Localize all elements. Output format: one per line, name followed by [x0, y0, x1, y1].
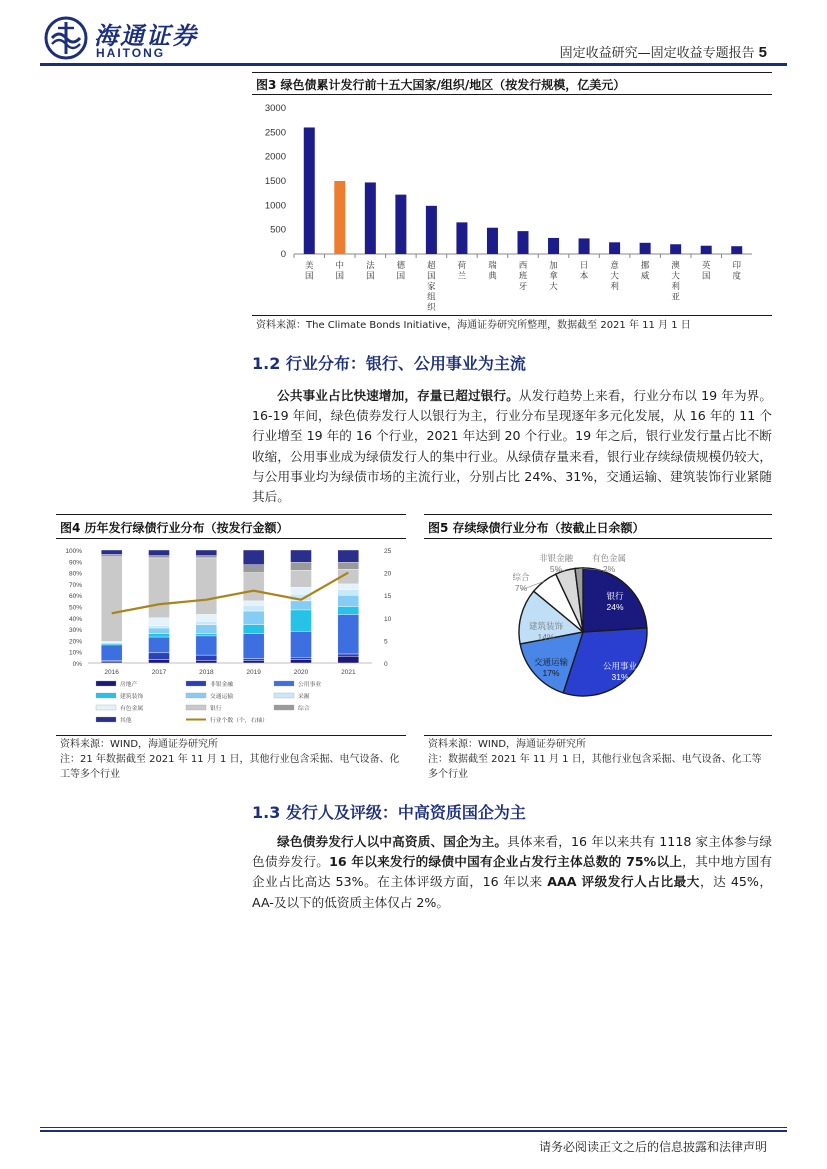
- fig4-source-line: 资料来源：WIND，海通证券研究所: [60, 739, 219, 750]
- fig4-bar-segment: [291, 587, 312, 594]
- fig5-slice-value: 7%: [514, 583, 528, 593]
- header-rule: [40, 63, 787, 66]
- fig4-bar-segment: [338, 590, 359, 596]
- fig4-bar-segment: [149, 550, 170, 556]
- fig4-legend-swatch: [274, 681, 294, 686]
- fig4-bar-segment: [196, 614, 217, 621]
- fig3-bar: [518, 231, 529, 254]
- fig4-y-left-tick-label: 40%: [68, 615, 82, 623]
- fig3-bar-chart: [252, 98, 772, 314]
- fig4-bar-segment: [291, 562, 312, 570]
- section-1-2-lead: 公共事业占比快速增加，存量已超过银行。: [277, 388, 519, 403]
- fig4-y-left-tick-label: 20%: [68, 638, 82, 646]
- fig5-note-line: 注：数据截至 2021 年 11 月 1 日，其他行业包含采掘、电气设备、化工等: [428, 754, 762, 765]
- page-number: 5: [758, 44, 767, 61]
- fig5-top-rule: [424, 514, 772, 515]
- fig4-bar-segment: [243, 625, 264, 634]
- fig4-legend-label: 建筑装饰: [120, 694, 144, 700]
- fig4-bar-segment: [149, 637, 170, 653]
- fig4-bar-segment: [243, 658, 264, 660]
- fig5-title-rule: [424, 538, 772, 539]
- fig4-bar-segment: [243, 605, 264, 611]
- fig5-slice-name: 综合: [512, 573, 530, 583]
- fig4-bar-segment: [243, 611, 264, 625]
- fig4-bar-segment: [243, 661, 264, 663]
- fig5-slice-value: 31%: [611, 672, 629, 682]
- fig4-bar-segment: [149, 660, 170, 663]
- fig3-bar: [609, 242, 620, 254]
- fig4-bar-segment: [149, 653, 170, 660]
- fig4-legend-swatch: [274, 693, 294, 698]
- fig4-y-right-tick-label: 10: [384, 615, 392, 623]
- fig4-legend-swatch: [186, 705, 206, 710]
- fig4-bar-segment: [338, 595, 359, 606]
- fig4-bar-segment: [196, 661, 217, 663]
- fig4-bar-segment: [149, 618, 170, 626]
- fig4-note-line: 工等多个行业: [60, 769, 120, 780]
- fig4-y-left-tick-label: 100%: [65, 548, 82, 555]
- fig4-y-right-tick-label: 0: [384, 661, 388, 668]
- fig3-x-tick-label: 美国: [305, 261, 314, 282]
- fig4-bar-segment: [338, 654, 359, 656]
- fig4-industry-count-line: [112, 573, 349, 614]
- fig4-stacked-chart: [56, 542, 406, 734]
- fig4-bar-segment: [243, 565, 264, 573]
- section-1-3-bold2: 16 年以来发行的绿债中国有企业占发行主体总数的 75%以上: [329, 854, 683, 870]
- fig5-slice-value: 2%: [602, 564, 616, 574]
- fig4-legend-label: 采掘: [298, 694, 310, 700]
- fig3-x-tick-label: 印度: [732, 261, 741, 282]
- fig4-legend-label: 非银金融: [210, 682, 234, 688]
- fig4-bar-segment: [291, 610, 312, 631]
- footer-rule: [40, 1127, 787, 1128]
- fig3-x-tick-label: 意大利: [610, 261, 619, 292]
- fig3-bar: [670, 244, 681, 254]
- fig3-x-tick-label: 荷兰: [457, 261, 467, 282]
- fig4-bar-segment: [243, 550, 264, 565]
- fig3-bar: [579, 238, 590, 254]
- fig4-bar-segment: [243, 634, 264, 659]
- fig4-bar-segment: [196, 625, 217, 634]
- fig4-y-left-tick-label: 70%: [68, 581, 82, 589]
- fig4-y-left-tick-label: 90%: [68, 559, 82, 567]
- section-1-3-lead: 绿色债券发行人以中高资质、国企为主。: [277, 834, 508, 849]
- fig5-source-line: 资料来源：WIND，海通证券研究所: [428, 739, 587, 750]
- fig4-bar-segment: [149, 628, 170, 634]
- section-1-3-paragraph: [252, 832, 772, 913]
- fig3-y-tick-label: 500: [270, 224, 286, 236]
- fig4-legend-swatch: [96, 681, 116, 686]
- fig4-top-rule: [56, 514, 406, 515]
- fig4-x-tick-label: 2020: [293, 669, 309, 676]
- fig5-slice-name: 有色金属: [591, 554, 627, 564]
- fig4-legend-swatch: [96, 693, 116, 698]
- fig4-y-left-tick-label: 50%: [68, 604, 82, 612]
- fig4-bar-segment: [196, 634, 217, 636]
- fig3-title: 图3 绿色债累计发行前十五大国家/组织/地区（按发行规模，亿美元）: [256, 78, 626, 92]
- fig5-bottom-rule: [424, 735, 772, 736]
- fig5-source: [428, 737, 762, 782]
- fig4-bar-segment: [338, 656, 359, 663]
- fig4-source: [60, 737, 400, 782]
- fig3-x-tick-label: 澳大利亚: [671, 261, 680, 303]
- fig3-x-tick-label: 日本: [579, 261, 589, 282]
- fig4-bar-segment: [101, 555, 122, 557]
- fig4-bar-segment: [338, 584, 359, 590]
- fig4-legend-swatch: [186, 693, 206, 698]
- fig5-title: 图5 存续绿债行业分布（按截止日余额）: [428, 521, 645, 535]
- fig3-y-tick-label: 0: [280, 249, 286, 260]
- fig3-bar: [456, 222, 467, 254]
- fig4-bar-segment: [291, 657, 312, 659]
- fig4-bar-segment: [243, 601, 264, 606]
- fig4-bar-segment: [196, 655, 217, 661]
- fig3-bar: [365, 182, 376, 254]
- fig4-x-tick-label: 2019: [246, 669, 261, 676]
- fig3-bar: [701, 246, 712, 254]
- fig4-legend-label: 公用事业: [298, 682, 322, 688]
- fig4-bar-segment: [338, 550, 359, 562]
- fig4-bar-segment: [291, 660, 312, 663]
- fig4-y-left-tick-label: 10%: [68, 649, 82, 657]
- section-1-2-paragraph: [252, 386, 772, 507]
- fig4-legend-swatch: [274, 705, 294, 710]
- fig4-legend-label: 交通运输: [210, 694, 234, 700]
- fig5-slice-value: 17%: [542, 668, 560, 678]
- fig3-x-tick-label: 挪威: [640, 261, 650, 282]
- fig5-slice-name: 建筑装饰: [528, 622, 564, 632]
- fig3-bar: [640, 243, 651, 254]
- fig4-bar-segment: [196, 621, 217, 624]
- fig4-x-tick-label: 2017: [151, 669, 167, 676]
- haitong-logo-icon: [44, 16, 88, 60]
- fig4-legend-swatch: [96, 717, 116, 722]
- fig4-y-left-tick-label: 0%: [72, 661, 82, 668]
- fig4-x-tick-label: 2016: [104, 669, 119, 676]
- fig4-bar-segment: [338, 562, 359, 569]
- brand-name-cn: 海通证券: [94, 21, 198, 50]
- fig4-legend-swatch: [96, 705, 116, 710]
- fig4-bar-segment: [291, 550, 312, 562]
- fig3-y-tick-label: 2000: [264, 151, 286, 163]
- fig3-bar: [548, 238, 559, 254]
- section-1-3-body3: ，达 45%，AA-及以下的低资质主体仅占 2%。: [252, 874, 772, 910]
- footer-disclaimer: 请务必阅读正文之后的信息披露和法律声明: [538, 1140, 767, 1154]
- fig4-title: 图4 历年发行绿债行业分布（按发行金额）: [60, 521, 289, 535]
- fig4-bar-segment: [149, 556, 170, 558]
- fig4-bar-segment: [196, 550, 217, 556]
- fig4-y-right-tick-label: 20: [384, 570, 392, 578]
- fig3-bar: [731, 246, 742, 254]
- fig4-bar-segment: [149, 626, 170, 628]
- fig4-bar-segment: [101, 557, 122, 642]
- fig4-bar-segment: [149, 558, 170, 618]
- fig4-legend-label: 其他: [120, 718, 132, 724]
- fig4-bar-segment: [291, 570, 312, 587]
- fig4-note-line: 注：21 年数据截至 2021 年 11 月 1 日，其他行业包含采掘、电气设备、化: [60, 754, 400, 765]
- fig3-bar: [334, 181, 345, 254]
- report-header: [560, 42, 767, 61]
- fig5-slice-name: 公用事业: [602, 662, 638, 672]
- fig3-y-tick-label: 1500: [264, 176, 286, 187]
- fig4-bar-segment: [338, 607, 359, 615]
- fig4-bar-segment: [196, 636, 217, 655]
- fig5-slice-value: 24%: [606, 602, 624, 612]
- fig4-y-right-tick-label: 25: [384, 548, 392, 555]
- footer-rule-thick: [40, 1130, 787, 1132]
- fig3-x-tick-label: 瑞典: [488, 261, 497, 282]
- fig3-x-tick-label: 法国: [366, 261, 375, 282]
- fig4-bar-segment: [338, 614, 359, 654]
- fig4-y-left-tick-label: 30%: [68, 627, 82, 635]
- fig4-bar-segment: [291, 631, 312, 657]
- fig5-note-line: 多个行业: [428, 769, 468, 780]
- fig4-legend-label: 有色金属: [120, 706, 144, 712]
- fig4-bar-segment: [101, 550, 122, 555]
- fig4-bottom-rule: [56, 735, 406, 736]
- fig3-bar: [487, 228, 498, 254]
- fig4-title-rule: [56, 538, 406, 539]
- fig4-legend-label: 行业个数（个，右轴）: [210, 718, 268, 724]
- brand-name-en: HAITONG: [96, 46, 166, 60]
- fig3-x-tick-label: 德国: [396, 261, 406, 282]
- fig4-legend-label: 房地产: [120, 682, 138, 688]
- fig4-legend-swatch: [186, 681, 206, 686]
- fig4-y-right-tick-label: 15: [384, 593, 392, 601]
- section-1-3-body1: 具体来看，16 年以来共有 1118 家主体参与绿色债券发行。: [252, 834, 772, 870]
- fig4-x-tick-label: 2018: [199, 669, 214, 676]
- section-1-2-body: 从发行趋势上来看，行业分布以 19 年为界。16-19 年间，绿色债券发行人以银行为主，行业分布呈现逐年多元化发展，从 16 年的 11 个行业增至 19 年的 16 个行业，2021 年达到 20 个行业。19 年之后，银行业发行量占比不断收缩，公用事业成为绿债发行人的集中行业。从绿债存量来看，银行业存续绿债规模仍较大，与公用事业均为绿债市场的主流行业，分别占比 24%、31%，交通运输、建筑装饰行业紧随其后。: [252, 388, 772, 505]
- fig3-bar: [304, 127, 315, 254]
- fig4-bar-segment: [243, 573, 264, 601]
- fig3-y-tick-label: 1000: [264, 200, 286, 212]
- fig3-x-tick-label: 西班牙: [518, 261, 528, 292]
- fig4-bar-segment: [149, 634, 170, 637]
- fig4-y-right-tick-label: 5: [384, 638, 388, 646]
- section-1-3-body2: ，其中地方国有企业占比高达 53%。在主体评级方面，16 年以来: [252, 854, 772, 890]
- fig5-slice-name: 交通运输: [533, 658, 569, 668]
- report-type: 固定收益研究—固定收益专题报告: [559, 46, 755, 61]
- fig5-slice-name: 银行: [606, 592, 624, 602]
- fig5-slice-value: 14%: [537, 632, 555, 642]
- fig4-y-left-tick-label: 60%: [68, 593, 82, 601]
- fig3-bar: [395, 195, 406, 254]
- fig4-bar-segment: [196, 558, 217, 615]
- fig3-source: 资料来源：The Climate Bonds Initiative，海通证券研究所整理，数据截至 2021 年 11 月 1 日: [256, 320, 691, 331]
- fig3-top-rule: [252, 72, 772, 73]
- fig4-legend-label: 银行: [210, 706, 222, 712]
- fig5-slice-value: 5%: [549, 564, 563, 574]
- fig3-x-tick-label: 超国家组织: [427, 261, 436, 313]
- fig4-legend-label: 综合: [298, 706, 310, 712]
- fig5-slice-name: 非银金融: [538, 554, 574, 564]
- fig4-bar-segment: [291, 601, 312, 610]
- fig3-y-tick-label: 2500: [264, 127, 286, 139]
- fig4-x-tick-label: 2021: [341, 669, 356, 676]
- fig3-x-tick-label: 中国: [335, 261, 345, 282]
- fig4-bar-segment: [196, 556, 217, 558]
- section-heading-1-3: 1.3 发行人及评级：中高资质国企为主: [252, 803, 526, 822]
- fig3-title-rule: [252, 94, 772, 95]
- section-1-3-bold3: AAA 评级发行人占比最大: [547, 874, 700, 890]
- fig4-bar-segment: [101, 645, 122, 661]
- fig5-pie-chart: [424, 542, 772, 734]
- fig3-x-tick-label: 英国: [701, 261, 711, 282]
- fig3-bottom-rule: [252, 315, 772, 316]
- fig3-y-tick-label: 3000: [264, 103, 286, 114]
- fig3-x-tick-label: 加拿大: [549, 261, 558, 292]
- fig4-y-left-tick-label: 80%: [68, 570, 82, 578]
- fig3-bar: [426, 206, 437, 254]
- section-heading-1-2: 1.2 行业分布：银行、公用事业为主流: [252, 354, 526, 373]
